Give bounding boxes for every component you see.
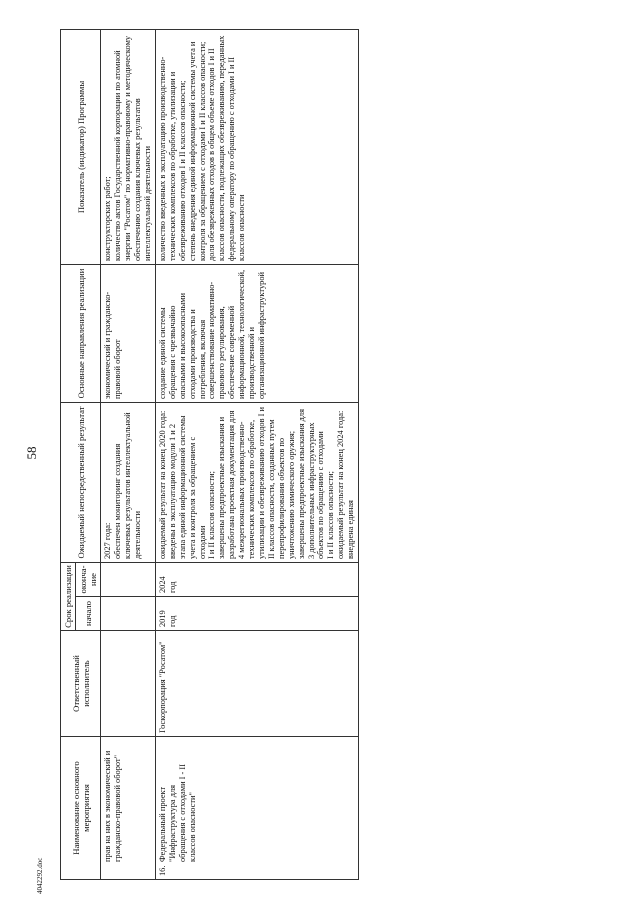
table-header-row bbox=[61, 30, 76, 880]
page-number: 58 bbox=[24, 446, 39, 460]
cell-directions: экономический и гражданско-правовой оборот bbox=[101, 265, 156, 403]
header-directions: Основные направления реализации bbox=[61, 265, 101, 403]
header-executor: Ответственный исполнитель bbox=[61, 631, 101, 737]
header-result: Ожидаемый непосредственный результат bbox=[61, 403, 101, 563]
cell-executor bbox=[101, 631, 156, 737]
cell-name bbox=[155, 737, 358, 880]
header-term: Срок реализации bbox=[61, 563, 76, 631]
header-start: начало bbox=[76, 597, 101, 631]
row-number: 16. bbox=[157, 865, 167, 876]
cell-indicator: количество введенных в эксплуатацию производственно-технических комплексов по обработке, утилизации и обезвреживанию отходов I и II классов опасности; степень внедрения единой информационной системы учета и контроля за обращением с отходами I и II классов опасности; доля обезвреженных отходов в общем объеме отходов I и II классов опасности, подлежащих обезвреживанию, переданных федеральному оператору по обращению с отходами I и II классов опасности bbox=[155, 30, 358, 265]
cell-directions: создание единой системы обращения с чрезвычайно опасными и высокоопасными отходами производства и потребления, включая совершенствование нормативно-правового регулирования, обеспечение современной информационной, технологической, производственной и организационной инфраструктурой bbox=[155, 265, 358, 403]
table-row bbox=[155, 30, 358, 880]
cell-start: 2019 год bbox=[155, 597, 358, 631]
program-measures-table bbox=[60, 29, 359, 880]
rotated-table-container bbox=[60, 30, 430, 880]
header-indicator: Показатель (индикатор) Программы bbox=[61, 30, 101, 265]
cell-end: 2024 год bbox=[155, 563, 358, 597]
document-file-id: 4042292.doc bbox=[36, 857, 44, 894]
cell-result: ожидаемый результат на конец 2020 года: введены в эксплуатацию модули 1 и 2 этапа единой информационной системы учета и контроля за обращением с отходами I и II классов опасности; завершены предпроектные изыскания и разработана проектная документация для 4 межрегиональных производственно-технических комплексов по обработке, утилизации и обезвреживанию отходов I и II классов опасности, созданных путем перепрофилирования объектов по уничтожению химического оружия; завершены предпроектные изыскания для 3 дополнительных инфраструктурных объектов по обращению с отходами I и II классов опасности; ожидаемый результат на конец 2024 года: внедрена единая bbox=[155, 403, 358, 563]
cell-result: 2027 года: обеспечен мониторинг создания ключевых результатов интеллектуальной деятельности bbox=[101, 403, 156, 563]
cell-name bbox=[101, 737, 156, 880]
row-name: Федеральный проект "Инфраструктура для обращения с отходами I - II классов опасности" bbox=[157, 764, 197, 862]
cell-start bbox=[101, 597, 156, 631]
header-end: оконча- ние bbox=[76, 563, 101, 597]
cell-end bbox=[101, 563, 156, 597]
cell-executor: Госкорпорация "Росатом" bbox=[155, 631, 358, 737]
cell-indicator: конструкторских работ; количество актов Государственной корпорации по атомной энергии "Росатом" по нормативно-правовому и методическому обеспечению создания ключевых результатов интеллектуальной деятельности bbox=[101, 30, 156, 265]
header-name: Наименование основного мероприятия bbox=[61, 737, 101, 880]
row-name: прав на них в экономический и гражданско-правовой оборот" bbox=[103, 750, 123, 862]
table-row bbox=[101, 30, 156, 880]
